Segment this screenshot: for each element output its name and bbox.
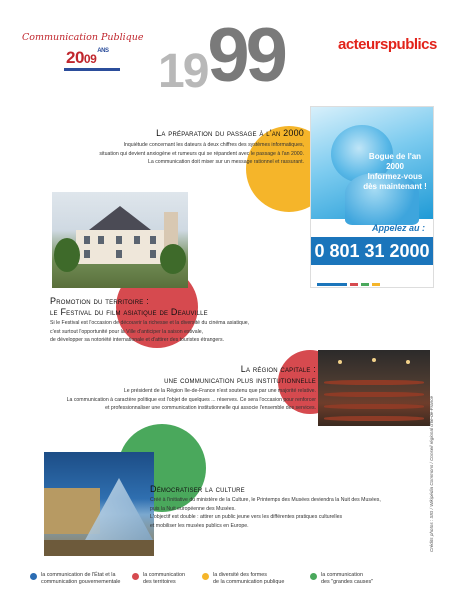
louvre-pyramid-photo <box>44 452 154 556</box>
section-deauville-text: Si le Festival est l'occasion de découvrir la richesse et la diversité du cinéma asiatique, c'est surtout l'opportunité pour la Ville d'anticiper la saison estivale, de développer sa notoriété internationale et d'attirer des touristes étrangers. <box>50 320 250 344</box>
regional-assembly-photo <box>318 350 430 426</box>
section-deauville-title: Promotion du territoire : le Festival du film asiatique de Deauville <box>50 296 208 317</box>
year-title: 1999 <box>158 13 284 98</box>
poster-footer-logos <box>317 273 427 279</box>
poster-headline: Bogue de l'an 2000 Informez-vous dès maintenant ! <box>363 152 427 191</box>
logo-script-text: Communication Publique <box>22 32 144 43</box>
section-region-title: La région capitale : une communication plus institutionnelle <box>164 364 316 385</box>
red-dot-icon <box>132 573 139 580</box>
photo-credit: Crédits photos : SIG / Wikipédia Commons / Conseil régional d'Ile-de-France <box>429 395 434 552</box>
poster-call-label: Appelez au : <box>371 223 425 233</box>
communication-publique-logo <box>22 28 142 78</box>
green-dot-icon <box>310 573 317 580</box>
section-culture-text: Créé à l'initiative du ministère de la Culture, le Printemps des Musées deviendra la Nuit des Musées, puis la Nuit européenne des Musées. L'objectif est double : attirer un public jeune vers les différentes pratiques culturelles et mobiliser les musées publics en Europe. <box>150 497 381 529</box>
poster-phone-number: 0 801 31 2000 <box>311 237 433 265</box>
legend-item-diversity: la diversité des formes de la communication publique <box>202 572 302 594</box>
section-bug-title: La préparation du passage à l'an 2000 <box>156 128 304 138</box>
section-culture-title: Démocratiser la culture <box>150 484 245 494</box>
deauville-town-hall-photo <box>52 192 188 288</box>
acteurs-publics-logo: acteurspublics <box>338 36 437 53</box>
yellow-dot-icon <box>202 573 209 580</box>
legend-item-territories: la communication des territoires <box>132 572 202 594</box>
bogue-an-2000-poster <box>310 106 434 288</box>
legend-item-causes: la communication des "grandes causes" <box>310 572 400 594</box>
section-region-text: Le président de la Région Ile-de-France n'est soutenu que par une majorité relative. La communication à caractère politique est l'objet de quelques ... réserves. Ce sera l'occasion pour renforcer et professionnaliser une communication institutionnelle qui associe l'ensemble des services. <box>66 388 316 412</box>
blue-dot-icon <box>30 573 37 580</box>
section-bug-text: Inquiétude concernant les dateurs à deux chiffres des systèmes informatiques, situation qui devient anxiogène et rumeurs qui se répandent avec le passage à l'an 2000. La communication doit miser sur un message rationnel et rassurant. <box>99 142 304 166</box>
legend-item-state: la communication de l'État et la communication gouvernementale <box>30 572 130 594</box>
logo-20-ans-badge: $2009^{ANS}$ <box>66 48 109 67</box>
logo-underline <box>64 68 120 71</box>
